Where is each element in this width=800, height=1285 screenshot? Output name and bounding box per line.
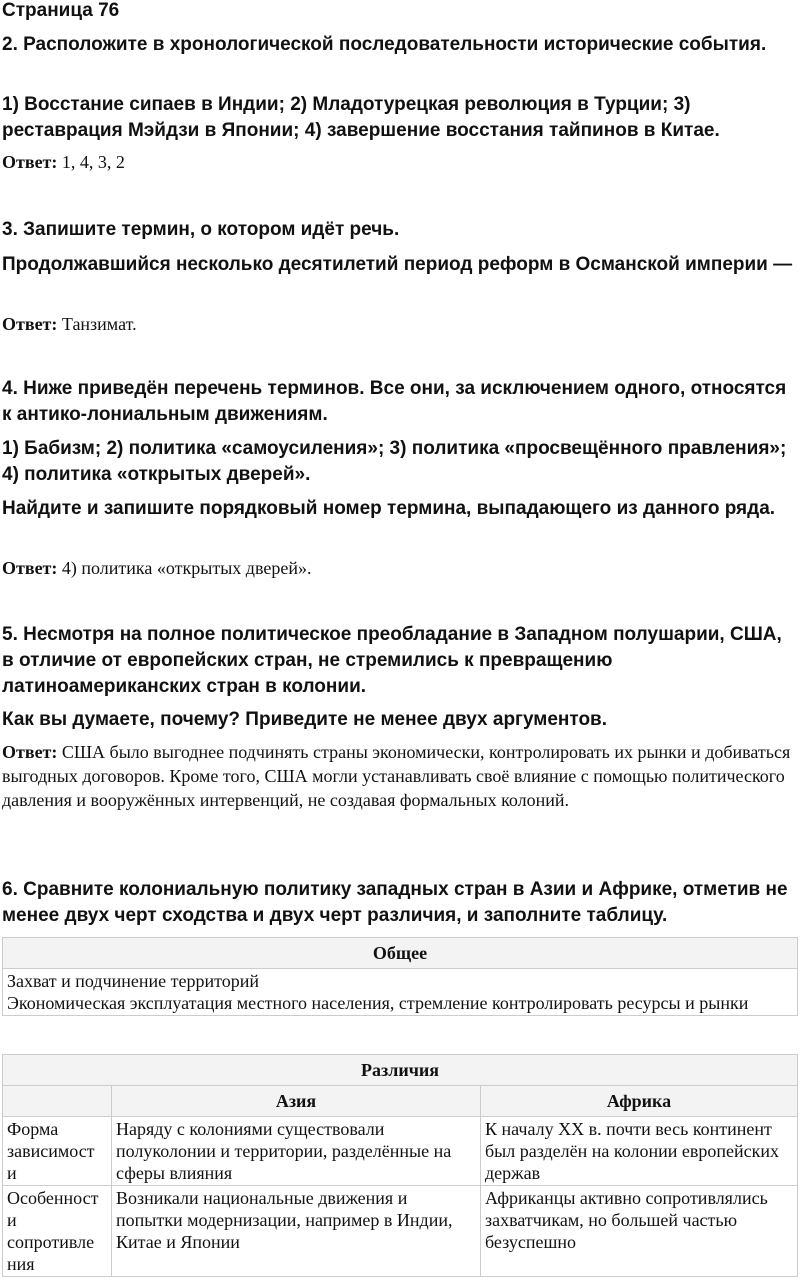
q3-prompt: Продолжавшийся несколько десятилетий период реформ в Османской империи — xyxy=(2,254,793,275)
q4-answer: 4) политика «открытых дверей». xyxy=(61,558,312,578)
q2-question: 2. Расположите в хронологической последовательности исторические события. xyxy=(2,34,767,55)
row-label: Особенност и сопротивле ния xyxy=(3,1186,112,1277)
africa-cell: К началу XX в. почти весь континент был разделён на колонии европейских держав xyxy=(481,1117,798,1186)
common-item-1: Захват и подчинение территорий xyxy=(7,971,260,991)
q2-options: 1) Восстание сипаев в Индии; 2) Младотурецкая революция в Турции; 3) реставрация Мэйдзи в Японии; 4) завершение восстания тайпинов в Китае. xyxy=(2,94,720,141)
common-table-header: Общее xyxy=(3,938,798,969)
answer-label: Ответ: xyxy=(2,742,58,762)
q5-question: 5. Несмотря на полное политическое преобладание в Западном полушарии, США, в отличие от европейских стран, не стремились к превращению латиноамериканских стран в колонии. xyxy=(2,624,782,697)
q4-task: Найдите и запишите порядковый номер термина, выпадающего из данного ряда. xyxy=(2,498,776,519)
asia-cell: Возникали национальные движения и попытки модернизации, например в Индии, Китае и Японии xyxy=(112,1186,481,1277)
q2-answer-block xyxy=(2,150,798,174)
q4-options: 1) Бабизм; 2) политика «самоусиления»; 3) политика «просвещённого правления»; 4) политика «открытых дверей». xyxy=(2,438,787,485)
answer-label: Ответ: xyxy=(2,558,58,578)
q5-answer: США было выгоднее подчинять страны экономически, контролировать их рынки и добиваться выгодных договоров. Кроме того, США могли устанавливать своё влияние с помощью политического давления и вооружённых интервенций, не создавая формальных колоний. xyxy=(2,742,791,810)
q5-task: Как вы думаете, почему? Приведите не менее двух аргументов. xyxy=(2,709,608,730)
table-row xyxy=(3,1186,798,1277)
row-label: Форма зависимост и xyxy=(3,1117,112,1186)
q3-answer: Танзимат. xyxy=(61,314,137,334)
q4-answer-block xyxy=(2,556,798,580)
africa-cell: Африканцы активно сопротивлялись захватчикам, но большей частью безуспешно xyxy=(481,1186,798,1277)
q2-answer: 1, 4, 3, 2 xyxy=(61,152,125,172)
common-item-2: Экономическая эксплуатация местного населения, стремление контролировать ресурсы и рынки xyxy=(7,993,749,1013)
differences-table xyxy=(2,1054,798,1277)
table-row xyxy=(3,1117,798,1186)
answer-label: Ответ: xyxy=(2,152,58,172)
common-table-cell xyxy=(3,969,798,1016)
asia-cell: Наряду с колониями существовали полуколонии и территории, разделённые на сферы влияния xyxy=(112,1117,481,1186)
q4-question: 4. Ниже приведён перечень терминов. Все они, за исключением одного, относятся к антико-лониальным движениям. xyxy=(2,378,787,425)
page-title: Страница 76 xyxy=(2,0,120,21)
q6-question: 6. Сравните колониальную политику западных стран в Азии и Африке, отметив не менее двух черт сходства и двух черт различия, и заполните таблицу. xyxy=(2,879,788,926)
q3-answer-block xyxy=(2,312,798,336)
differences-table-header: Различия xyxy=(3,1055,798,1086)
q3-question: 3. Запишите термин, о котором идёт речь. xyxy=(2,219,400,240)
common-table xyxy=(2,937,798,1016)
answer-label: Ответ: xyxy=(2,314,58,334)
column-header-africa: Африка xyxy=(481,1086,798,1117)
column-header-asia: Азия xyxy=(112,1086,481,1117)
column-header-empty xyxy=(3,1086,112,1117)
q5-answer-block xyxy=(2,740,798,812)
